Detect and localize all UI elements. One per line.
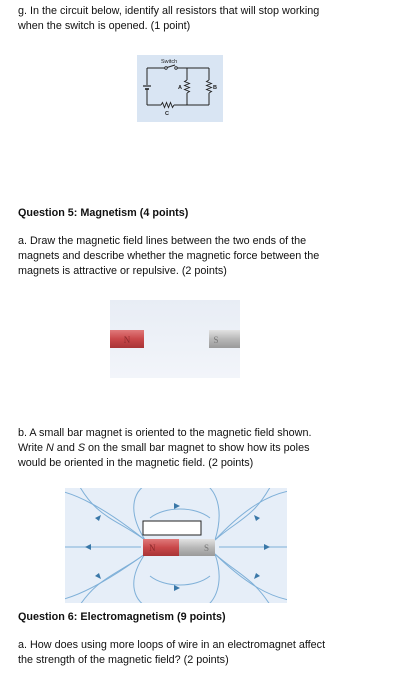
resistor-c-label: C <box>165 111 169 117</box>
switch-label: Switch <box>161 59 178 65</box>
field-line <box>150 509 210 518</box>
question6-heading: Question 6: Electromagnetism (9 points) <box>18 611 226 623</box>
big-magnet-n-label: N <box>149 543 156 553</box>
circuit-svg <box>137 55 223 122</box>
part-b-and: and <box>53 442 78 454</box>
resistor-b <box>207 80 212 93</box>
question6-part-a: a. How does using more loops of wire in an electromagnet affect the strength of the magnetic field? (2 points) <box>18 639 326 666</box>
question5-part-b <box>18 426 338 471</box>
part-b-prefix: b. A small bar magnet is oriented to the magnetic field shown. Write <box>18 427 312 454</box>
big-magnet-south <box>179 539 215 556</box>
field-arrow <box>254 515 260 521</box>
small-bar-magnet <box>143 521 201 535</box>
switch-contact-right <box>175 67 178 70</box>
field-arrow <box>264 544 270 550</box>
resistor-a-label: A <box>178 85 182 91</box>
field-line <box>150 576 210 585</box>
left-magnet-pole: N <box>123 335 131 345</box>
field-svg <box>65 488 287 603</box>
field-arrow <box>254 573 260 579</box>
question5-part-a: a. Draw the magnetic field lines between the two ends of the magnets and describe whether the magnetic force between the magnets is attractive or repulsive. (2 points) <box>18 235 320 277</box>
switch-lever <box>167 65 175 68</box>
resistor-c <box>161 103 174 108</box>
part-b-n: N <box>46 442 54 454</box>
field-arrow <box>174 503 180 509</box>
part-b-s: S <box>77 442 86 454</box>
magnets-svg <box>110 300 240 378</box>
circuit-diagram <box>137 55 223 122</box>
field-line <box>215 554 287 601</box>
part-b-suffix: on the small bar magnet to show how its poles would be oriented in the magnetic field. (2 points) <box>18 442 310 469</box>
field-line <box>203 488 219 540</box>
field-line <box>65 554 145 601</box>
field-line <box>215 554 275 603</box>
magnets-figure <box>110 300 240 378</box>
field-figure <box>65 488 287 603</box>
field-arrow <box>174 585 180 591</box>
big-magnet-s-label: S <box>204 543 210 553</box>
resistor-a <box>185 80 190 93</box>
field-arrow <box>95 573 101 579</box>
right-magnet-pole: S <box>213 335 219 345</box>
question-g-text: g. In the circuit below, identify all resistors that will stop working when the switch is opened. (1 point) <box>18 5 320 32</box>
field-line <box>215 490 287 540</box>
field-line <box>215 488 275 540</box>
question5-heading: Question 5: Magnetism (4 points) <box>18 207 189 219</box>
field-arrow <box>95 515 101 521</box>
field-line <box>203 554 219 603</box>
field-line <box>134 554 150 603</box>
field-arrow <box>85 544 91 550</box>
resistor-b-label: B <box>213 85 217 91</box>
